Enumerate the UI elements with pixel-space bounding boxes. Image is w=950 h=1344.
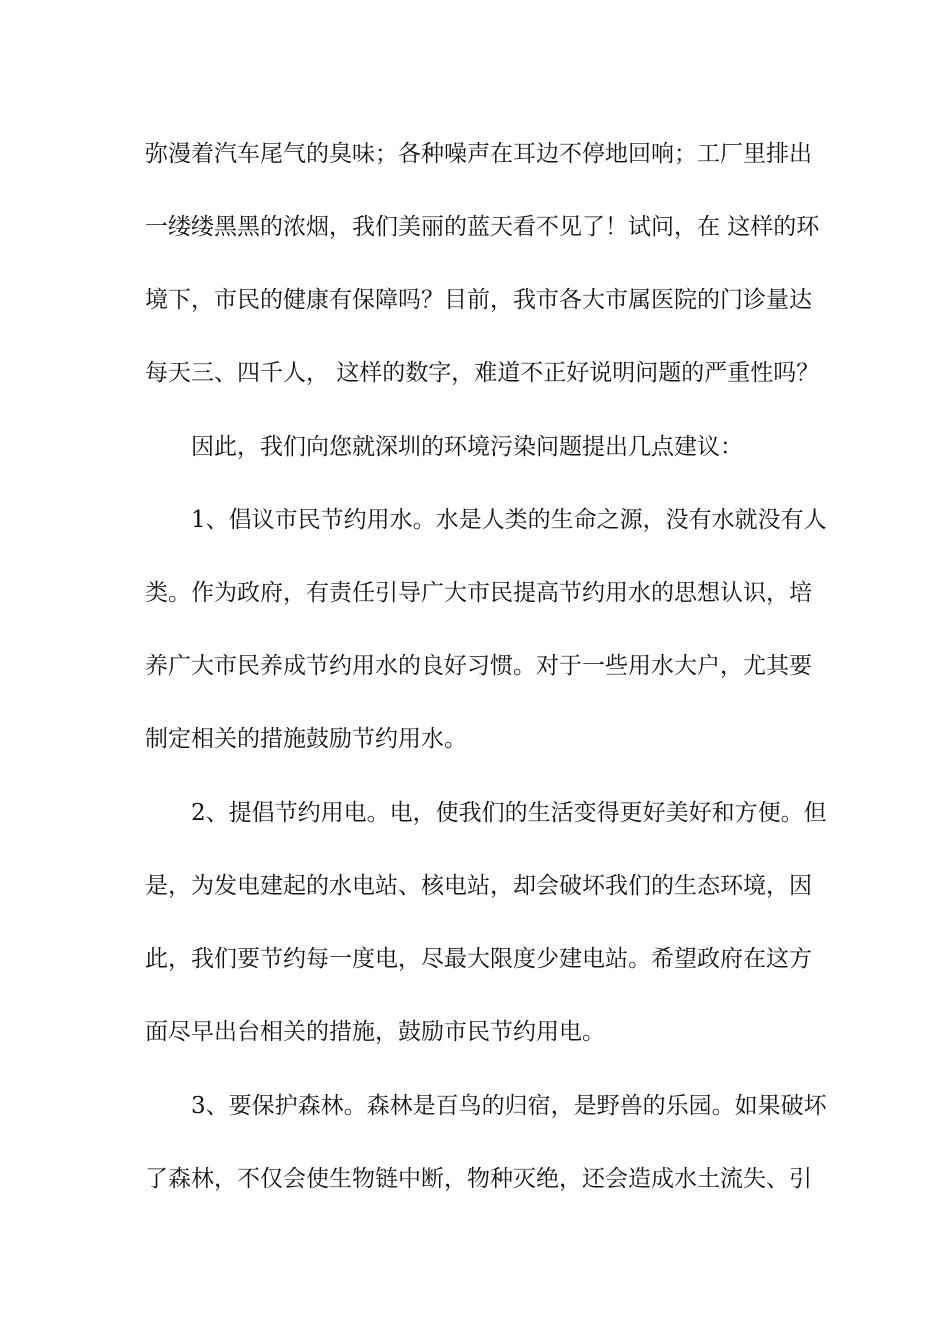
text-line: 一缕缕黑黑的浓烟，我们美丽的蓝天看不见了！试问，在 这样的环 bbox=[145, 214, 820, 240]
text-line: 养广大市民养成节约用水的良好习惯。对于一些用水大户，尤其要 bbox=[145, 653, 812, 679]
suggestion-1-start: 1、倡议市民节约用水。水是人类的生命之源，没有水就没有人 bbox=[191, 507, 827, 533]
text-line: 制定相关的措施鼓励节约用水。 bbox=[145, 726, 467, 752]
text-line: 弥漫着汽车尾气的臭味；各种噪声在耳边不停地回响；工厂里排出 bbox=[145, 141, 812, 167]
suggestion-3-start: 3、要保护森林。森林是百鸟的归宿，是野兽的乐园。如果破坏 bbox=[191, 1093, 827, 1119]
text-line: 了森林，不仅会使生物链中断，物种灭绝，还会造成水土流失、引 bbox=[145, 1166, 812, 1192]
text-line: 每天三、四千人， 这样的数字，难道不正好说明问题的严重性吗？ bbox=[145, 360, 820, 386]
text-line: 类。作为政府，有责任引导广大市民提高节约用水的思想认识，培 bbox=[145, 580, 812, 606]
suggestion-2-start: 2、提倡节约用电。电，使我们的生活变得更好美好和方便。但 bbox=[191, 800, 827, 826]
text-line: 此，我们要节约每一度电，尽最大限度少建电站。希望政府在这方 bbox=[145, 946, 812, 972]
text-line: 境下，市民的健康有保障吗？目前，我市各大市属医院的门诊量达 bbox=[145, 287, 812, 313]
text-line: 是，为发电建起的水电站、核电站，却会破坏我们的生态环境，因 bbox=[145, 873, 812, 899]
text-line: 面尽早出台相关的措施，鼓励市民节约用电。 bbox=[145, 1019, 605, 1045]
paragraph-intro: 因此，我们向您就深圳的环境污染问题提出几点建议： bbox=[191, 434, 743, 460]
